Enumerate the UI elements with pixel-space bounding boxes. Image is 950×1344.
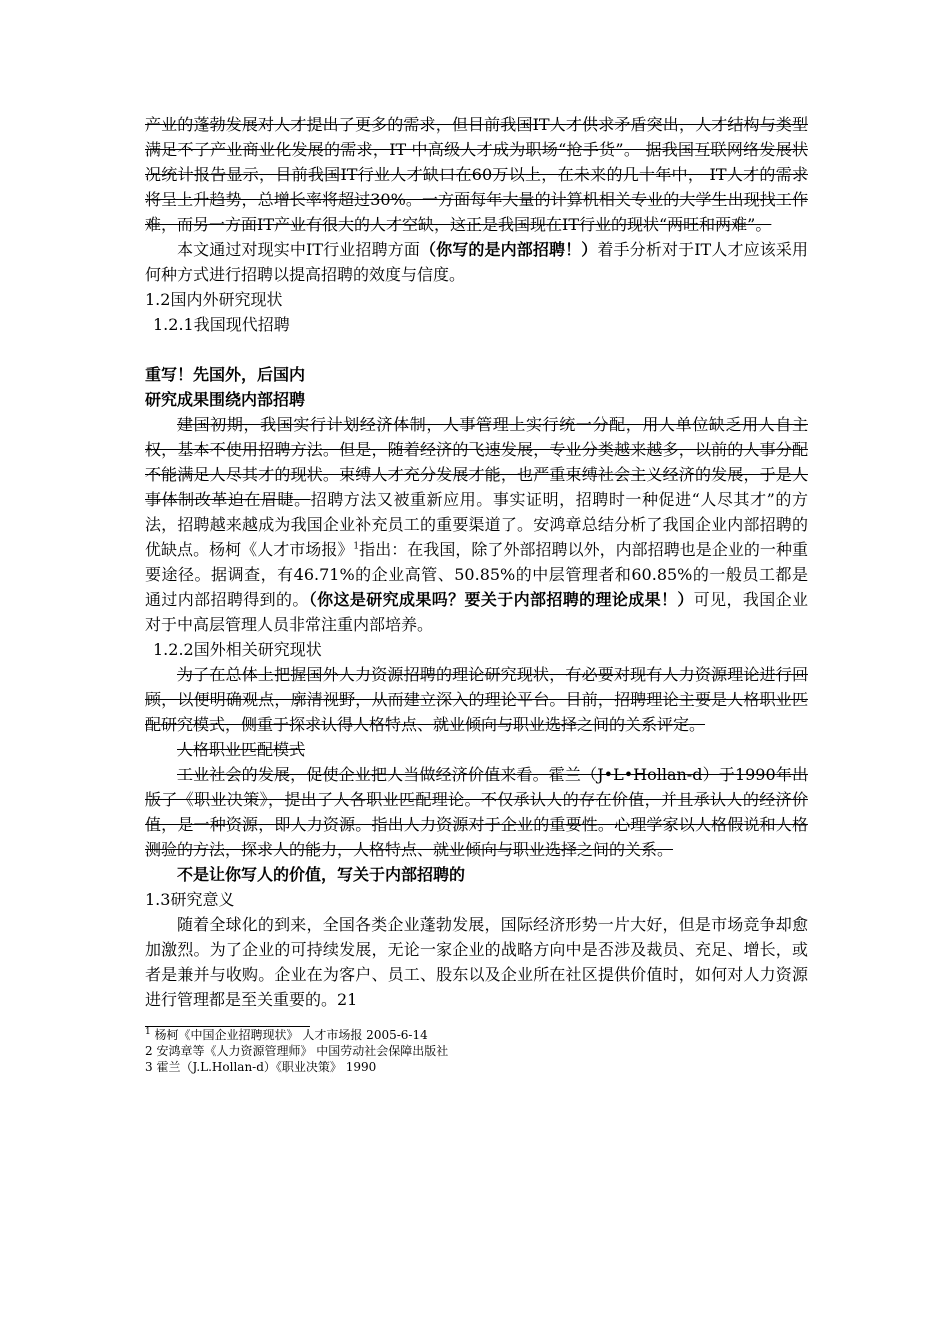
- footnote-text: 杨柯《中国企业招聘现状》 人才市场报 2005-6-14: [150, 1028, 428, 1042]
- reviewer-comment: 重写！先国外，后国内: [145, 365, 306, 384]
- reviewer-comment: 研究成果围绕内部招聘: [145, 390, 306, 409]
- section-heading-1-2-2: 1.2.2国外相关研究现状: [153, 640, 322, 659]
- paragraph-person-job-fit: [145, 762, 808, 862]
- footnote-3: 3 霍兰（J.L.Hollan-d）《职业决策》 1990: [145, 1060, 377, 1074]
- section-heading-1-2: 1.2国内外研究现状: [145, 290, 283, 309]
- section-heading-1-3: 1.3研究意义: [145, 890, 235, 909]
- intro-paragraph-2: [145, 237, 808, 287]
- struck-text: 产业的蓬勃发展对人才提出了更多的需求，但目前我国IT人才供求矛盾突出，人才结构与类型满足不了产业商业化发展的需求，IT 中高级人才成为职场“抢手货”。 据我国互联网络发展状况统计报告显示，目前我国IT行业人才缺口在60万以上，在未来的几十年中， IT人才的需求将呈上升趋势，总增长率将超过30%。一方面每年大量的计算机相关专业的大学生出现找工作难，而另一方面IT产业有很大的人才空缺，这正是我国现在IT行业的现状“两旺和两难”。: [145, 115, 808, 234]
- footnote-1: [145, 1027, 808, 1043]
- blank-line: [145, 337, 808, 362]
- body-text: 本文通过对现实中IT行业招聘方面: [177, 240, 420, 259]
- paragraph-foreign-research: [145, 662, 808, 737]
- section-heading-1-2-1: 1.2.1我国现代招聘: [153, 315, 290, 334]
- reviewer-comment: （你这是研究成果吗？要关于内部招聘的理论成果！）: [308, 590, 694, 609]
- footnote-2: 2 安鸿章等《人力资源管理师》 中国劳动社会保障出版社: [145, 1044, 449, 1058]
- reviewer-comment: （你写的是内部招聘！）: [419, 240, 598, 259]
- footnote-ref[interactable]: 1: [353, 541, 360, 552]
- body-text: 招聘方法又被重新应用。事实证明，招聘时一种促进“人尽其才”的方法，招聘越来越成为我国企业补充员工的重要渠道了。安鸿章总结分析了我国企业内部招聘的优缺点。杨柯《人才市场报》: [145, 490, 808, 559]
- struck-text: 人格职业匹配模式: [177, 740, 306, 759]
- struck-text: 为了在总体上把握国外人力资源招聘的理论研究现状，有必要对现有人力资源理论进行回顾，以便明确观点，廓清视野，从而建立深入的理论平台。目前，招聘理论主要是人格职业匹配研究模式，侧重于探求认得人格特点、就业倾向与职业选择之间的关系评定。: [145, 665, 808, 734]
- struck-text: 工业社会的发展，促使企业把人当做经济价值来看。霍兰（J•L•Hollan-d）于1990年出版了《职业决策》，提出了人各职业匹配理论。不仅承认人的存在价值，并且承认人的经济价值，是一种资源，即人力资源。指出人力资源对于企业的重要性。心理学家以人格假说和人格测验的方法，探求人的能力，人格特点、就业倾向与职业选择之间的关系。: [145, 765, 808, 859]
- body-text: 可见，我国企业对于中高层管理人员非常注重内部培养。: [145, 590, 808, 634]
- struck-subheading: [145, 737, 808, 762]
- body-text: 指出：在我国，除了外部招聘以外，内部招聘也是企业的一种重要途径。据调查，有46.71%的企业高管、50.85%的中层管理者和60.85%的一般员工都是通过内部招聘得到的。: [145, 540, 808, 609]
- reviewer-comment: 不是让你写人的价值，写关于内部招聘的: [177, 865, 466, 884]
- footnote-mark: 1: [145, 1027, 151, 1037]
- intro-paragraph: [145, 112, 808, 237]
- struck-text: 建国初期，我国实行计划经济体制，人事管理上实行统一分配，用人单位缺乏用人自主权，基本不使用招聘方法。但是，随着经济的飞速发展，专业分类越来越多，以前的人事分配不能满足人尽其才的现状。束缚人才充分发展才能，也严重束缚社会主义经济的发展，于是人事体制改革迫在眉睫。: [145, 415, 808, 509]
- paragraph-significance: 随着全球化的到来，全国各类企业蓬勃发展，国际经济形势一片大好，但是市场竞争却愈加激烈。为了企业的可持续发展，无论一家企业的战略方向中是否涉及裁员、充足、增长，或者是兼并与收购。企业在为客户、员工、股东以及企业所在社区提供价值时，如何对人力资源进行管理都是至关重要的。21: [145, 915, 808, 1009]
- document-page: [145, 112, 808, 1075]
- paragraph-domestic-recruitment: [145, 412, 808, 637]
- body-text: 着手分析对于IT人才应该采用何种方式进行招聘以提高招聘的效度与信度。: [145, 240, 808, 284]
